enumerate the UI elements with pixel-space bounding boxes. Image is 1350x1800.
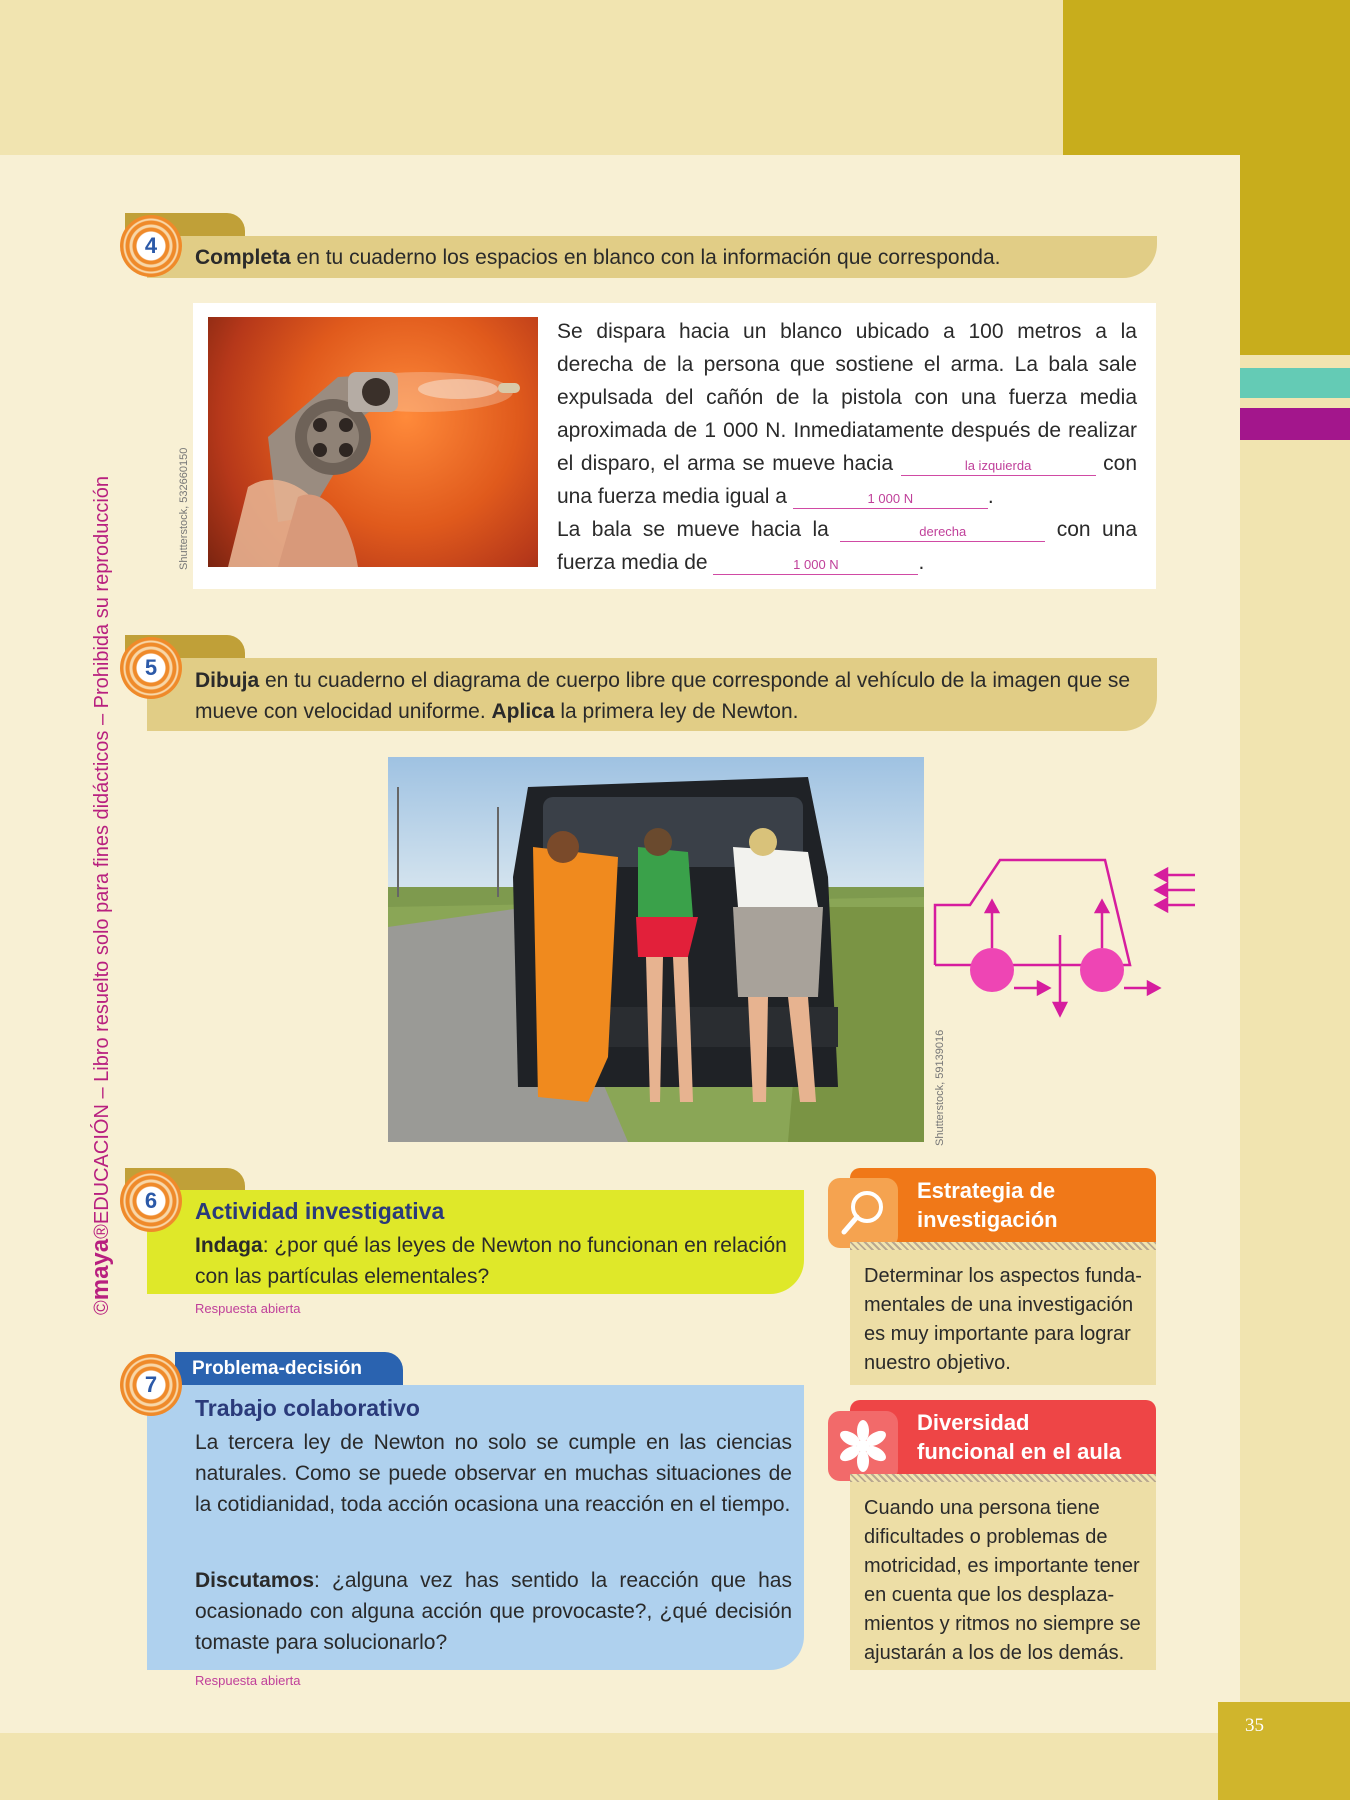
activity-4-photo-credit: Shutterstock, 532660150 [178, 447, 190, 570]
activity-4-text-1: Se dispara hacia un blanco ubicado a 100 metros a la derecha de la persona que sostiene el arma. La bala sale expulsada del cañón de la pistola con una fuerza media aproximada de 1 000 N. Inmediatamente después de realizar el disparo, el arma se mueve hacia [557, 320, 1137, 475]
activity-4-badge [120, 215, 182, 277]
activity-5-instruction [195, 665, 1145, 727]
diversity-hatch [850, 1474, 1156, 1482]
diversity-title-line-2: funcional en el aula [917, 1439, 1122, 1464]
diversity-body: Cuando una persona tiene dificultades o problemas de motricidad, es importante tener en cuenta que los desplazamientos y ritmos no siempre se ajustarán a los de los demás. [850, 1482, 1156, 1670]
activity-5-number: 5 [144, 655, 158, 680]
revolver-illustration [208, 317, 538, 567]
activity-6-question [195, 1230, 795, 1292]
brand-logo: maya [87, 1238, 114, 1301]
activity-7-heading: Trabajo colaborativo [195, 1395, 420, 1421]
activity-6-text: : ¿por qué las leyes de Newton no funcionan en relación con las partículas elementales? [195, 1234, 787, 1288]
copyright-text: ®EDUCACIÓN – Libro resuelto solo para fines didácticos – Prohibida su reproducción [91, 475, 113, 1239]
page-number-box [1218, 1702, 1350, 1800]
vertical-copyright [86, 475, 116, 1315]
revolver-photo [208, 317, 538, 567]
strategy-hatch [850, 1242, 1156, 1250]
pushing-car-photo [388, 757, 924, 1142]
activity-5-badge [120, 637, 182, 699]
front-wheel [1080, 948, 1124, 992]
activity-7-badge [120, 1354, 182, 1416]
activity-4-instruction [195, 242, 1145, 273]
copyright-symbol: © [91, 1300, 113, 1315]
strategy-title-line-1: Estrategia de [917, 1178, 1056, 1203]
activity-4-text-4: La bala se mueve hacia la [557, 518, 841, 541]
right-margin-strip [1240, 355, 1350, 1800]
activity-4-number: 4 [144, 233, 158, 258]
force-arrows [986, 869, 1195, 1015]
top-band [0, 0, 1063, 155]
activity-6-badge [120, 1170, 182, 1232]
strategy-title-line-2: investigación [917, 1207, 1058, 1232]
rear-wheel [970, 948, 1014, 992]
activity-6-heading: Actividad investigativa [195, 1198, 445, 1224]
strategy-body: Determinar los aspectos fundamentales de una investigación es muy importante para lograr nuestro objetivo. [850, 1250, 1156, 1385]
activity-5-text-1: en tu cuaderno el diagrama de cuerpo libre que corresponde al vehículo de la imagen que se mueve con velocidad uniforme. [195, 669, 1131, 723]
activity-7-paragraph-1: La tercera ley de Newton no solo se cumple en las ciencias naturales. Como se puede observar en muchas situaciones de la cotidianidad, toda acción ocasiona una reacción en el tiempo. [195, 1431, 792, 1516]
activity-6-answer: Respuesta abierta [195, 1301, 301, 1316]
activity-4-instruction-bold: Completa [195, 246, 291, 269]
blank-3[interactable]: derecha [840, 523, 1045, 542]
activity-6-number: 6 [144, 1188, 158, 1213]
activity-7-bold: Discutamos [195, 1569, 315, 1592]
activity-4-text-2: con una fuerza media igual a [557, 452, 1137, 508]
blank-1[interactable]: la izquierda [901, 457, 1096, 476]
section-tab-teal [1240, 368, 1350, 398]
blank-4[interactable]: 1 000 N [713, 556, 918, 575]
section-tab-purple [1240, 408, 1350, 440]
page-number: 35 [1245, 1715, 1264, 1736]
activity-7-tab: Problema-decisión [175, 1352, 403, 1385]
pushing-car-illustration [388, 757, 924, 1142]
bottom-band [0, 1733, 1350, 1800]
magnifier-icon [828, 1178, 898, 1248]
activity-7-answer: Respuesta abierta [195, 1673, 301, 1688]
activity-4-text-5: con una fuerza media de [557, 518, 1137, 574]
asterisk-icon [828, 1411, 898, 1481]
activity-5-bold-2: Aplica [491, 700, 555, 723]
activity-6-bold: Indaga [195, 1234, 263, 1257]
activity-5-text-2: la primera ley de Newton. [554, 700, 799, 723]
activity-4-instruction-text: en tu cuaderno los espacios en blanco con la información que corresponda. [290, 246, 1001, 269]
activity-7-number: 7 [144, 1372, 158, 1397]
diversity-title-line-1: Diversidad [917, 1410, 1030, 1435]
activity-7-paragraph-2 [195, 1565, 792, 1658]
activity-5-bold-1: Dibuja [195, 669, 260, 692]
activity-4-text-6: . [918, 551, 925, 574]
blank-2[interactable]: 1 000 N [793, 490, 988, 509]
activity-4-text-3: . [987, 485, 994, 508]
free-body-diagram [925, 845, 1205, 1025]
activity-4-paragraph [557, 315, 1137, 579]
activity-5-photo-credit: Shutterstock, 59139016 [934, 1029, 946, 1146]
activity-7-text: : ¿alguna vez has sentido la reacción que has ocasionado con alguna acción que provocaste?, ¿qué decisión tomaste para solucionarlo? [195, 1569, 792, 1654]
